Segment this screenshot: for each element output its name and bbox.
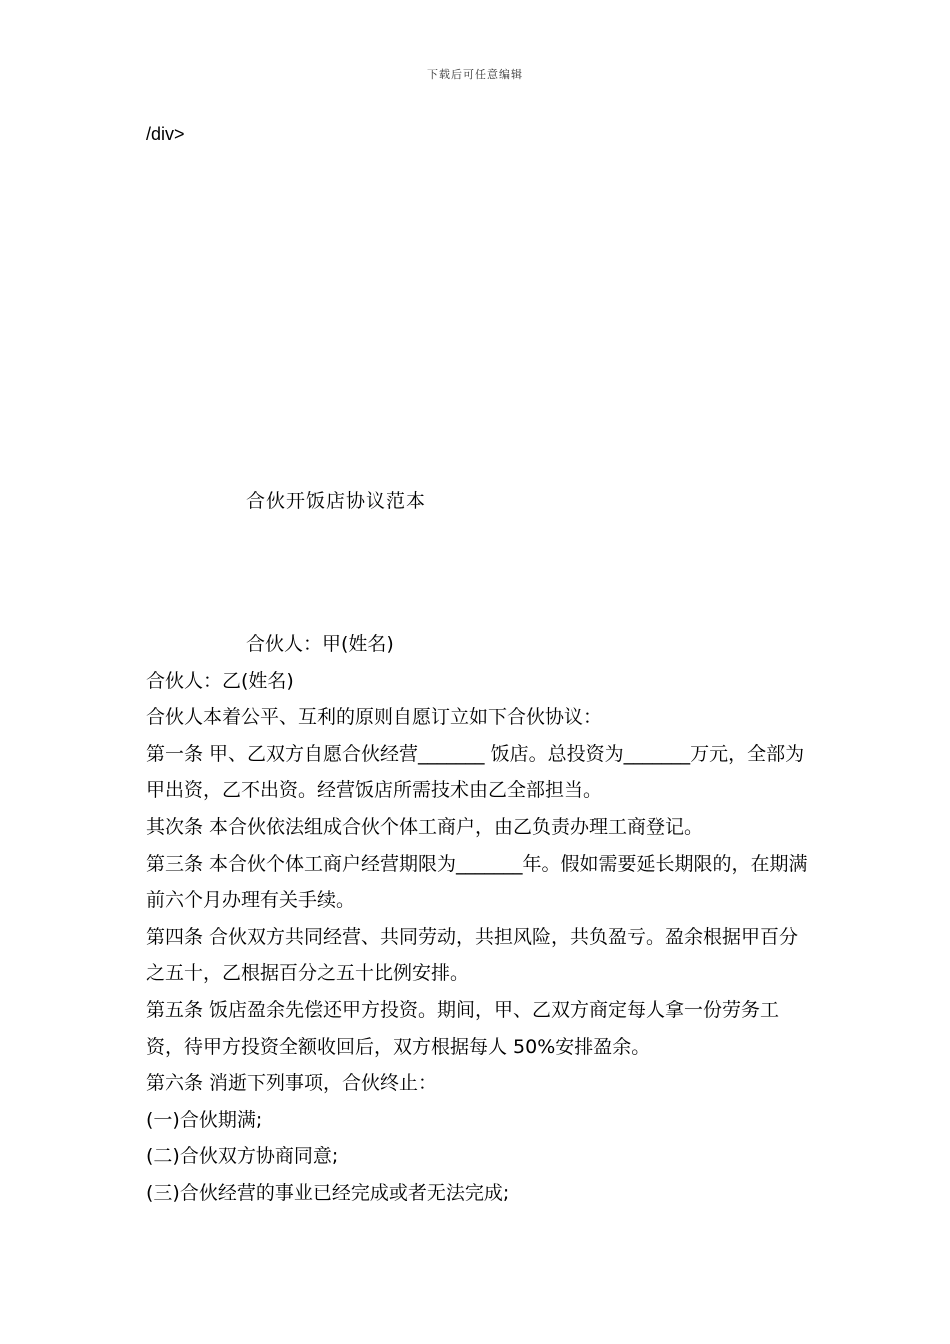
article-1-paragraph: 第一条 甲、乙双方自愿合伙经营_______ 饭店。总投资为_______万元，全部为甲出资，乙不出资。经营饭店所需技术由乙全部担当。: [146, 742, 805, 802]
stray-markup-text: /div>: [146, 124, 185, 144]
article-5-paragraph: 第五条 饭店盈余先偿还甲方投资。期间，甲、乙双方商定每人拿一份劳务工资，待甲方投资全额收回后，双方根据每人 50%安排盈余。: [146, 998, 780, 1058]
partner-a-line: 合伙人：甲(姓名): [246, 633, 394, 655]
document-title: 合伙开饭店协议范本: [246, 490, 427, 512]
list-item-3: (三)合伙经营的事业已经完成或者无法完成;: [146, 1181, 510, 1204]
list-item-1: (一)合伙期满;: [146, 1108, 263, 1131]
preamble-paragraph: 合伙人本着公平、互利的原则自愿订立如下合伙协议：: [146, 706, 603, 729]
list-item-2: (二)合伙双方协商同意;: [146, 1145, 339, 1168]
article-2-paragraph: 其次条 本合伙依法组成合伙个体工商户，由乙负责办理工商登记。: [146, 815, 704, 838]
page-header-note: 下载后可任意编辑: [427, 68, 523, 81]
document-body: [146, 626, 814, 1212]
article-6-paragraph: 第六条 消逝下列事项，合伙终止：: [146, 1072, 438, 1095]
partner-b-line: 合伙人：乙(姓名): [146, 669, 294, 692]
article-4-paragraph: 第四条 合伙双方共同经营、共同劳动，共担风险，共负盈亏。盈余根据甲百分之五十，乙根据百分之五十比例安排。: [146, 925, 799, 985]
article-3-paragraph: 第三条 本合伙个体工商户经营期限为_______年。假如需要延长期限的，在期满前六个月办理有关手续。: [146, 852, 808, 912]
